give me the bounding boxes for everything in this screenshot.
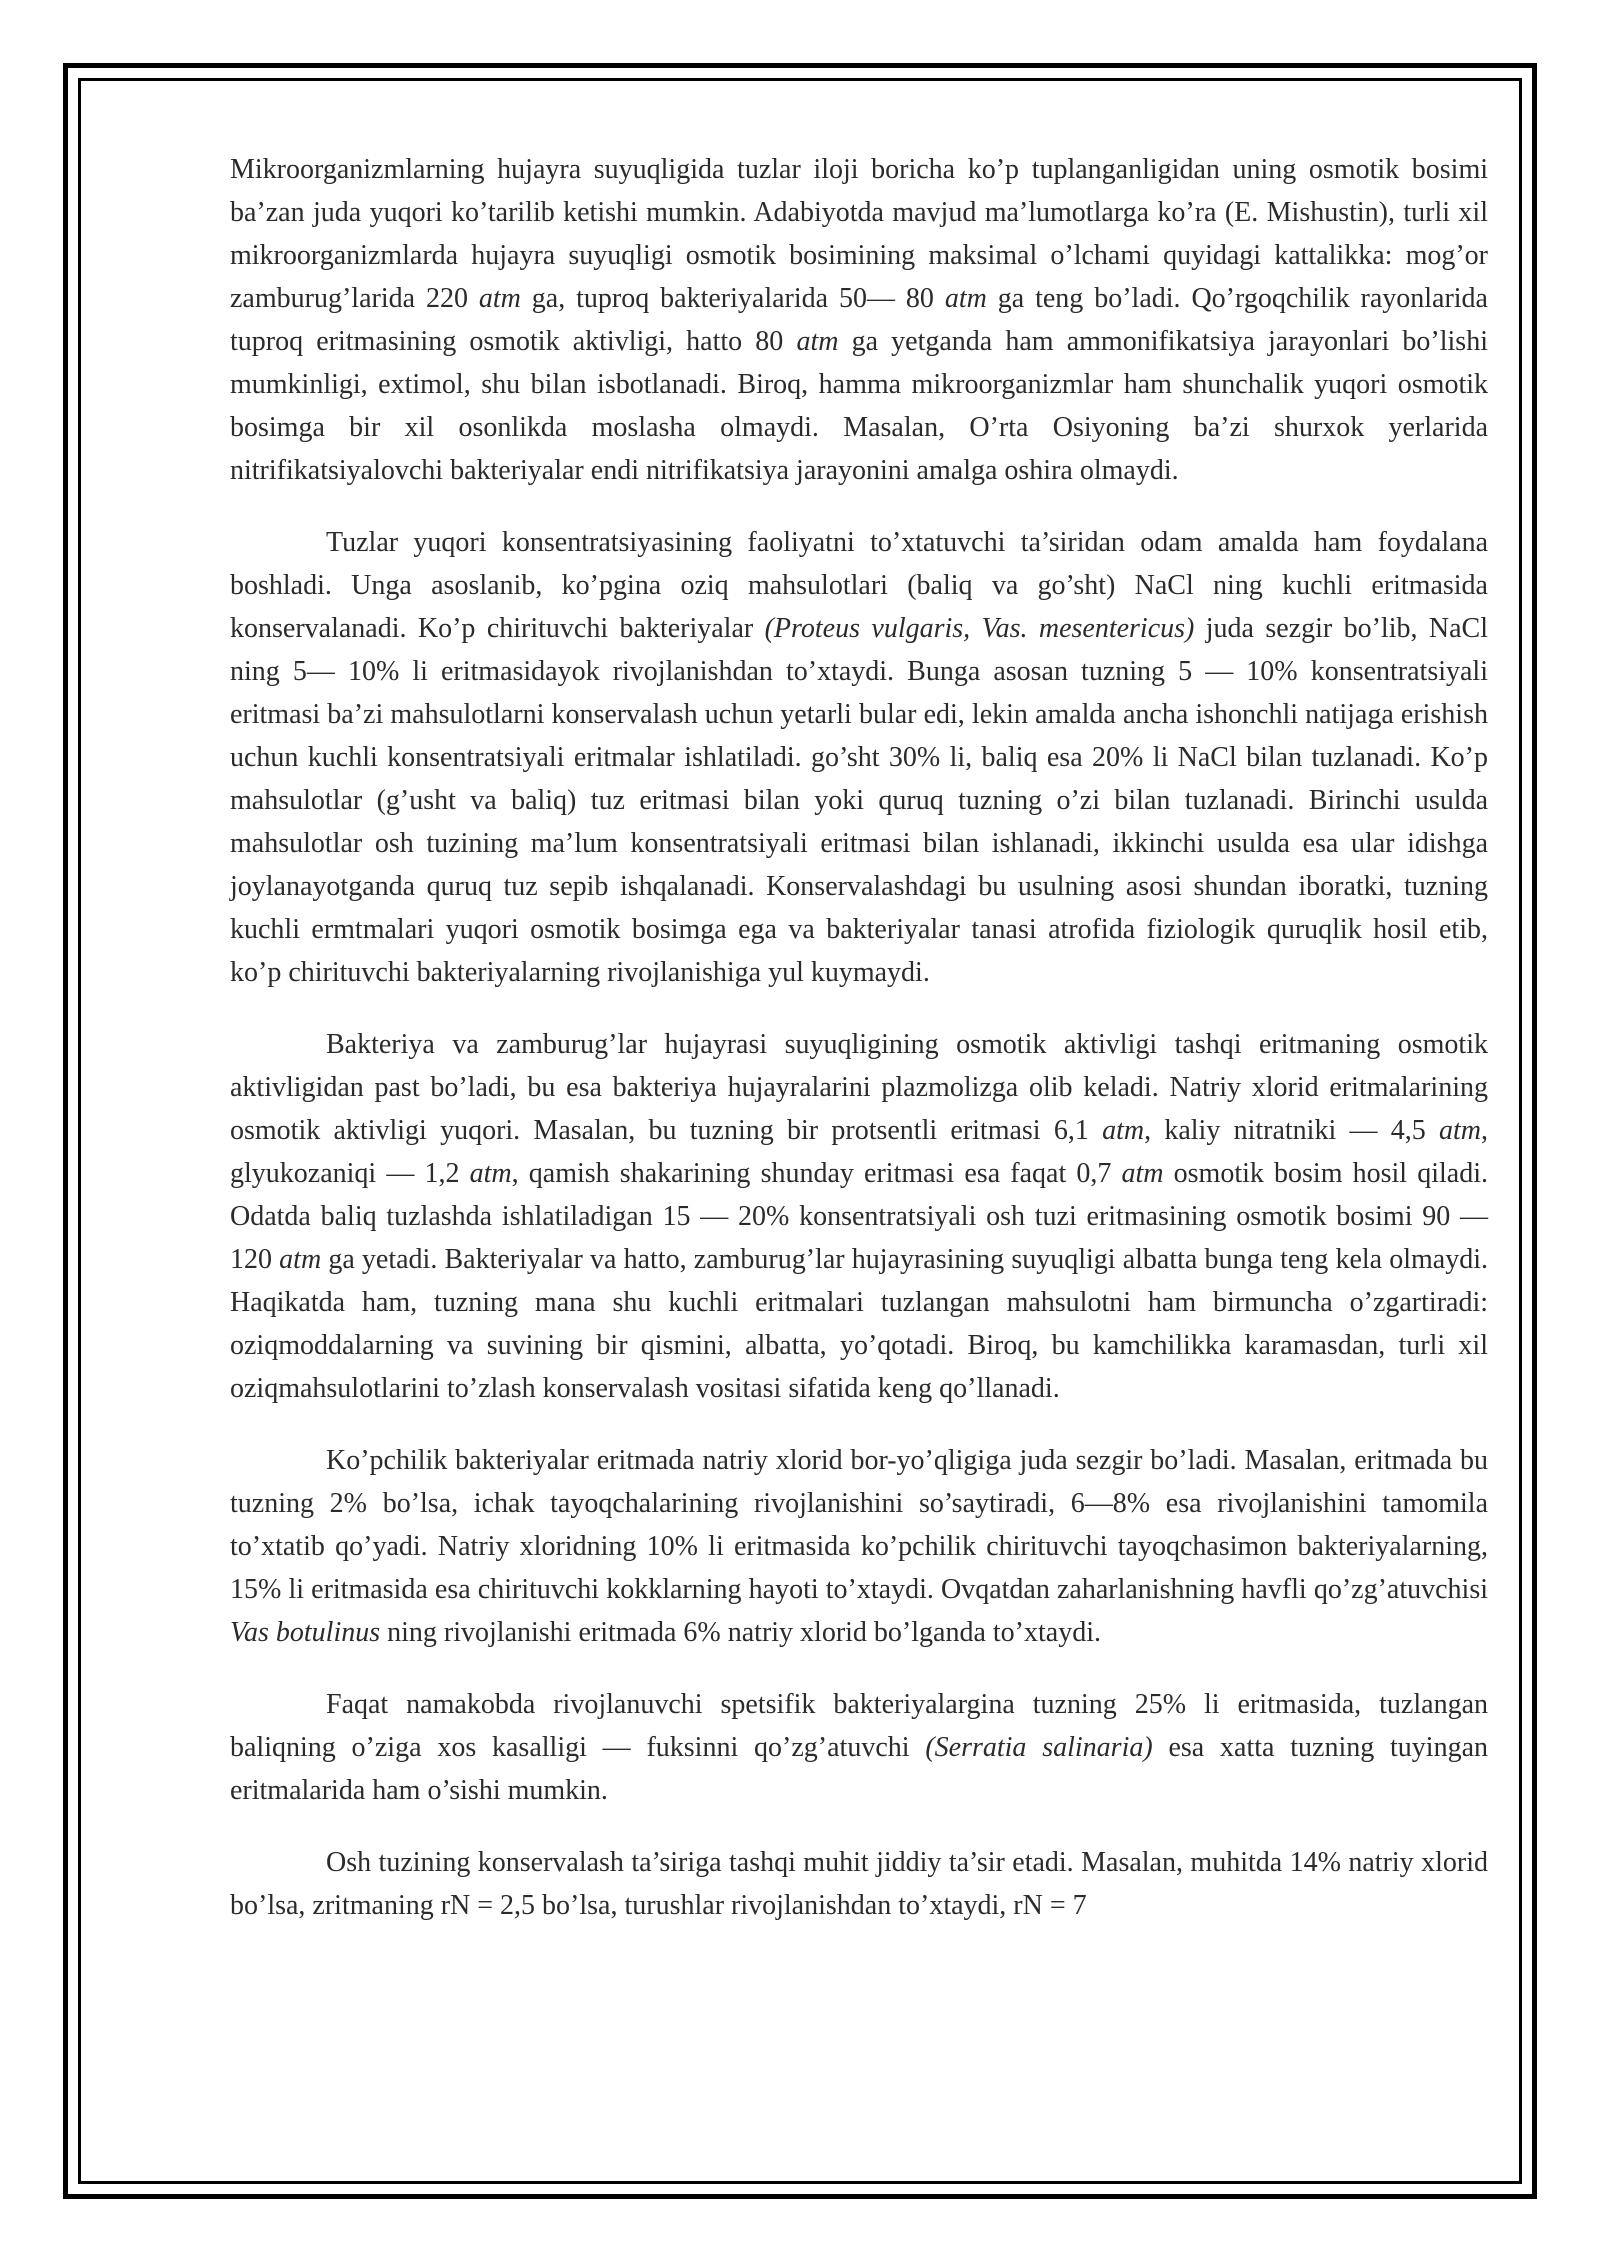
italic-text: atm — [478, 283, 521, 314]
text-run: , qamish shakarining shunday eritmasi esa faqat 0,7 — [511, 1158, 1122, 1189]
text-run: Mikroorganizmlarning hujayra suyuqligida tuzlar iloji boricha ko’p tuplanganligidan uning osmotik bosimi ba’zan juda yuqori ko’tarilib ketishi mumkin. Adabiyotda mavjud ma’lumotlarga ko’ra (E. Mishustin), turli xil mikroorganizmlarda hujayra suyuqligi osmotik bosimining maksimal o’lchami quyidagi kattalikka: mog’or zamburug’larida 220 — [230, 154, 1488, 314]
text-run: ga teng bo’ladi. Qo’rgoqchilik rayonlarida tuproq eritmasining osmotik aktivligi, hatto 80 — [230, 283, 1488, 357]
paragraph-6 — [230, 1841, 1488, 1927]
paragraph-5 — [230, 1683, 1488, 1812]
text-run: Bakteriya va zamburug’lar hujayrasi suyuqligining osmotik aktivligi tashqi eritmaning osmotik aktivligidan past bo’ladi, bu esa bakteriya hujayralarini plazmolizga olib keladi. Natriy xlorid eritmalarining osmotik aktivligi yuqori. Masalan, bu tuzning bir protsentli eritmasi 6,1 — [230, 1029, 1488, 1146]
paragraph-2 — [230, 521, 1488, 994]
text-run: , glyukozaniqi — 1,2 — [230, 1115, 1488, 1189]
text-run: juda sezgir bo’lib, NaCl ning 5— 10% li eritmasidayok rivojlanishdan to’xtaydi. Bunga asosan tuzning 5 — 10% konsentratsiyali eritmasi ba’zi mahsulotlarni konservalash uchun yetarli bular edi, lekin amalda ancha ishonchli natijaga erishish uchun kuchli konsentratsiyali eritmalar ishlatiladi. go’sht 30% li, baliq esa 20% li NaCl bilan tuzlanadi. Ko’p mahsulotlar (g’usht va baliq) tuz eritmasi bilan yoki quruq tuzning o’zi bilan tuzlanadi. Birinchi usulda mahsulotlar osh tuzining ma’lum konsentratsiyali eritmasi bilan ishlanadi, ikkinchi usulda esa ular idishga joylanayotganda quruq tuz sepib ishqalanadi. Konservalashdagi bu usulning asosi shundan iboratki, tuzning kuchli ermtmalari yuqori osmotik bosimga ega va bakteriyalar tanasi atrofida fiziologik quruqlik hosil etib, ko’p chirituvchi bakteriyalarning rivojlanishiga yul kuymaydi. — [230, 613, 1488, 988]
text-run: ning rivojlanishi eritmada 6% natriy xlorid bo’lganda to’xtaydi. — [380, 1617, 1101, 1648]
italic-text: atm — [1102, 1115, 1145, 1146]
text-run: ga yetadi. Bakteriyalar va hatto, zamburug’lar hujayrasining suyuqligi albatta bunga teng kela olmaydi. Haqikatda ham, tuzning mana shu kuchli eritmalari tuzlangan mahsulotni ham birmuncha o’zgartiradi: oziqmoddalarning va suvining bir qismini, albatta, yo’qotadi. Biroq, bu kamchilikka karamasdan, turli xil oziqmahsulotlarini to’zlash konservalash vositasi sifatida keng qo’llanadi. — [230, 1244, 1489, 1404]
text-run: ga yetganda ham ammonifikatsiya jarayonlari bo’lishi mumkinligi, extimol, shu bilan isbotlanadi. Biroq, hamma mikroorganizmlar ham shunchalik yuqori osmotik bosimga bir xil osonlikda moslasha olmaydi. Masalan, O’rta Osiyoning ba’zi shurxok yerlarida nitrifikatsiyalovchi bakteriyalar endi nitrifikatsiya jarayonini amalga oshira olmaydi. — [230, 326, 1488, 486]
italic-text: atm — [944, 283, 987, 314]
text-run: , kaliy nitratniki — 4,5 — [1144, 1115, 1439, 1146]
document-body — [230, 148, 1488, 1927]
text-run: Faqat namakobda rivojlanuvchi spetsifik bakteriyalargina tuzning 25% li eritmasida, tuzlangan baliqning o’ziga xos kasalligi — fuksinni qo’zg’atuvchi — [230, 1689, 1488, 1763]
italic-text: (Serratia salinaria) — [925, 1732, 1153, 1763]
italic-text: Vas botulinus — [230, 1617, 381, 1648]
text-run: Osh tuzining konservalash ta’siriga tashqi muhit jiddiy ta’sir etadi. Masalan, muhitda 14% natriy xlorid bo’lsa, zritmaning rN = 2,5 bo’lsa, turushlar rivojlanishdan to’xtaydi, rN = 7 — [230, 1847, 1488, 1921]
italic-text: atm — [1121, 1158, 1164, 1189]
paragraph-3 — [230, 1023, 1488, 1410]
text-run: ga, tuproq bakteriyalarida 50— 80 — [520, 283, 945, 314]
text-run: Ko’pchilik bakteriyalar eritmada natriy xlorid bor-yo’qligiga juda sezgir bo’ladi. Masalan, eritmada bu tuzning 2% bo’lsa, ichak tayoqchalarining rivojlanishini so’saytiradi, 6—8% esa rivojlanishini tamomila to’xtatib qo’yadi. Natriy xloridning 10% li eritmasida ko’pchilik chirituvchi tayoqchasimon bakteriyalarning, 15% li eritmasida esa chirituvchi kokklarning hayoti to’xtaydi. Ovqatdan zaharlanishning havfli qo’zg’atuvchisi — [230, 1445, 1488, 1605]
italic-text: atm — [1439, 1115, 1481, 1146]
italic-text: atm — [796, 326, 839, 357]
italic-text: (Proteus vulgaris, Vas. mesentericus) — [764, 613, 1195, 644]
text-run: esa xatta tuzning tuyingan eritmalarida ham o’sishi mumkin. — [230, 1732, 1489, 1806]
paragraph-4 — [230, 1439, 1488, 1654]
paragraph-1 — [230, 148, 1488, 492]
text-run: osmotik bosim hosil qiladi. Odatda baliq tuzlashda ishlatiladigan 15 — 20% konsentratsiyali osh tuzi eritmasining osmotik bosimi 90 — 120 — [230, 1158, 1488, 1275]
italic-text: atm — [469, 1158, 512, 1189]
text-run: Tuzlar yuqori konsentratsiyasining faoliyatni to’xtatuvchi ta’siridan odam amalda ham foydalana boshladi. Unga asoslanib, ko’pgina oziq mahsulotlari (baliq va go’sht) NaCl ning kuchli eritmasida konservalanadi. Ko’p chirituvchi bakteriyalar — [230, 527, 1488, 644]
italic-text: atm — [279, 1244, 322, 1275]
